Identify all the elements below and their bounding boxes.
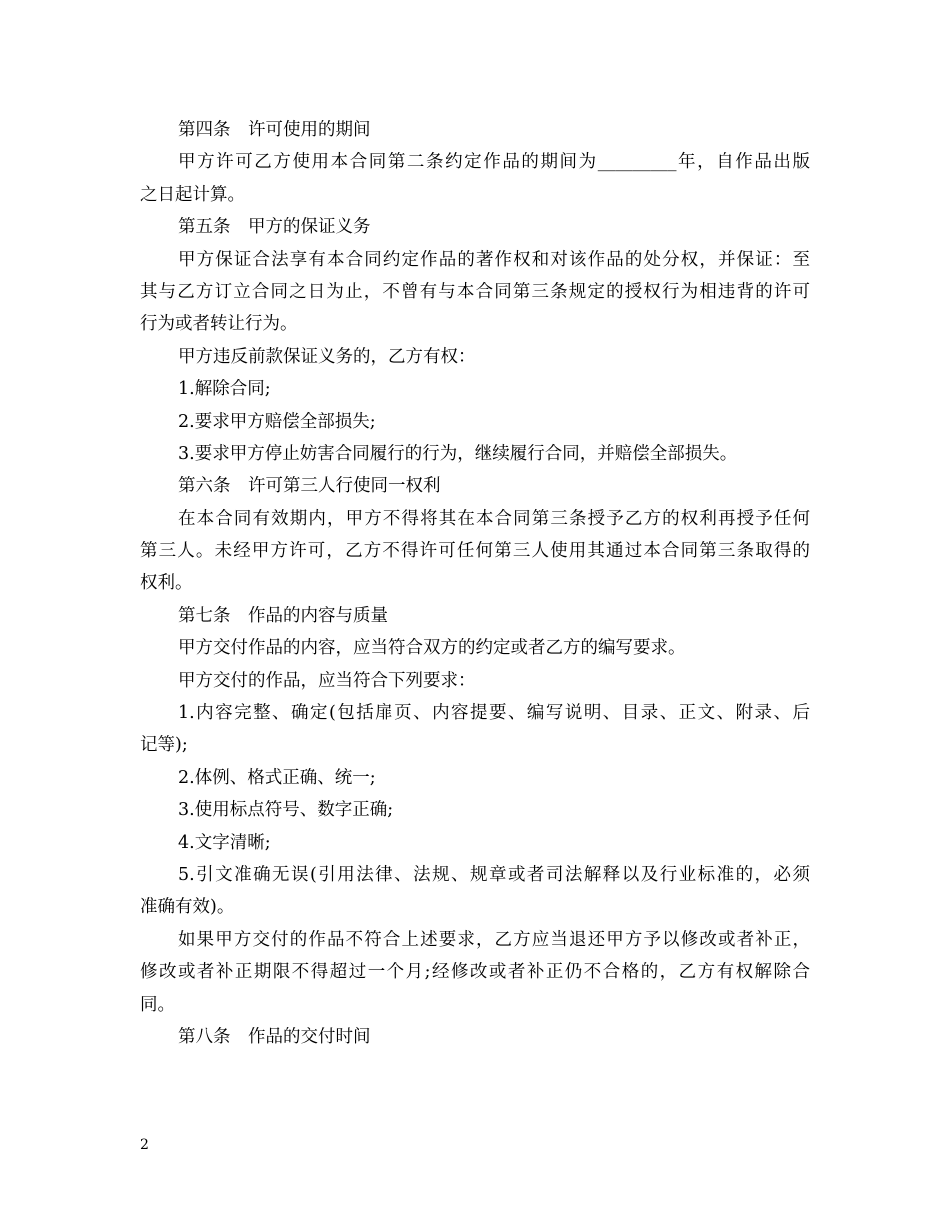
text-line: 甲方交付的作品，应当符合下列要求：	[178, 670, 476, 691]
text-line: 4.文字清晰;	[178, 832, 271, 853]
text-line: 第七条 作品的内容与质量	[178, 605, 388, 626]
text-line: 之日起计算。	[140, 184, 245, 205]
text-line: 甲方保证合法享有本合同约定作品的著作权和对该作品的处分权，并保证：至	[178, 249, 810, 270]
text-line: 第八条 作品的交付时间	[178, 1026, 371, 1047]
text-line: 2.体例、格式正确、统一;	[178, 767, 376, 788]
text-line: 其与乙方订立合同之日为止，不曾有与本合同第三条规定的授权行为相违背的许可	[140, 281, 810, 302]
text-line: 1.内容完整、确定(包括扉页、内容提要、编写说明、目录、正文、附录、后	[178, 703, 810, 724]
text-line: 在本合同有效期内，甲方不得将其在本合同第三条授予乙方的权利再授予任何	[178, 508, 810, 529]
text-line: 第四条 许可使用的期间	[178, 120, 371, 140]
page-number: 2	[140, 1137, 149, 1153]
text-line: 第三人。未经甲方许可，乙方不得许可任何第三人使用其通过本合同第三条取得的	[140, 541, 810, 562]
text-line: 如果甲方交付的作品不符合上述要求，乙方应当退还甲方予以修改或者补正，	[178, 929, 810, 950]
text-line: 同。	[140, 994, 175, 1015]
text-line: 甲方交付作品的内容，应当符合双方的约定或者乙方的编写要求。	[178, 638, 686, 659]
text-line: 第六条 许可第三人行使同一权利	[178, 476, 441, 497]
text-line: 2.要求甲方赔偿全部损失;	[178, 411, 376, 432]
text-line: 1.解除合同;	[178, 379, 271, 400]
text-line: 行为或者转让行为。	[140, 314, 298, 335]
text-line: 修改或者补正期限不得超过一个月;经修改或者补正仍不合格的，乙方有权解除合	[140, 962, 810, 983]
text-line: 第五条 甲方的保证义务	[178, 217, 371, 238]
text-line: 5.引文准确无误(引用法律、法规、规章或者司法解释以及行业标准的，必须	[178, 864, 810, 885]
text-line: 3.使用标点符号、数字正确;	[178, 800, 394, 821]
document-body	[140, 114, 810, 1053]
text-line: 3.要求甲方停止妨害合同履行的行为，继续履行合同，并赔偿全部损失。	[178, 443, 738, 464]
text-line: 记等);	[140, 735, 188, 756]
text-line: 甲方许可乙方使用本合同第二条约定作品的期间为_________年，自作品出版	[178, 152, 810, 173]
text-line: 甲方违反前款保证义务的，乙方有权：	[178, 346, 476, 367]
text-line: 权利。	[140, 573, 193, 594]
text-line: 准确有效)。	[140, 897, 235, 918]
